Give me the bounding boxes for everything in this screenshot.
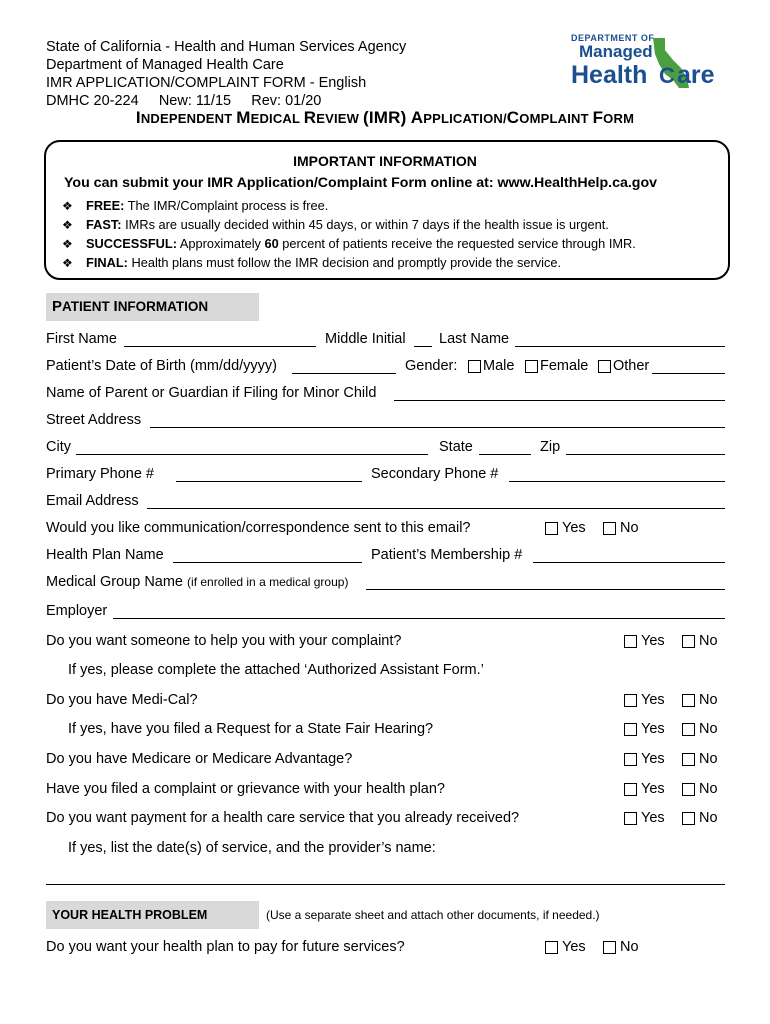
medicare-no-checkbox[interactable] [682,753,695,766]
help-no-label: No [699,633,718,649]
city-field[interactable] [76,454,428,455]
membership-label: Patient’s Membership # [371,547,523,563]
bullet-free: ❖ FREE: The IMR/Complaint process is free. [62,198,329,213]
fair-hearing-yes-label: Yes [641,721,665,737]
logo-care-c: C [659,63,675,88]
email-question: Would you like communication/correspondence sent to this email? [46,520,471,536]
state-label: State [439,439,473,455]
first-name-field[interactable] [124,346,316,347]
street-address-field[interactable] [150,427,725,428]
payment-no-label: No [699,810,718,826]
email-yes-checkbox[interactable] [545,522,558,535]
gender-other-label: Other [613,358,650,374]
logo-department-of: DEPARTMENT OF [571,33,655,43]
medicare-no-label: No [699,751,718,767]
logo-health: Health [571,61,648,89]
dmhc-logo [565,30,730,92]
bullet-final: ❖ FINAL: Health plans must follow the IMR decision and promptly provide the service. [62,255,562,270]
patient-information-header: PATIENT INFORMATION [46,293,259,321]
form-number-line: DMHC 20-224 New: 11/15 Rev: 01/20 [46,93,322,109]
street-address-label: Street Address [46,412,142,428]
logo-managed: Managed [579,42,653,61]
employer-label: Employer [46,603,108,619]
grievance-yes-checkbox[interactable] [624,783,637,796]
grievance-question: Have you filed a complaint or grievance with your health plan? [46,781,445,797]
medicare-question: Do you have Medicare or Medicare Advantage? [46,751,353,767]
health-plan-label: Health Plan Name [46,547,164,563]
health-problem-note: (Use a separate sheet and attach other documents, if needed.) [266,908,600,922]
zip-field[interactable] [566,454,725,455]
diamond-bullet-icon: ❖ [62,199,73,213]
future-services-question: Do you want your health plan to pay for future services? [46,939,405,955]
medical-group-field[interactable] [366,589,725,590]
guardian-field[interactable] [394,400,725,401]
payment-note: If yes, list the date(s) of service, and the provider’s name: [68,840,436,856]
future-yes-checkbox[interactable] [545,941,558,954]
fair-hearing-no-label: No [699,721,718,737]
future-yes-label: Yes [562,939,586,955]
medical-no-label: No [699,692,718,708]
agency-line: State of California - Health and Human Services Agency [46,39,407,55]
help-no-checkbox[interactable] [682,635,695,648]
state-field[interactable] [479,454,531,455]
gender-other-field[interactable] [652,373,725,374]
employer-field[interactable] [113,618,725,619]
middle-initial-label: Middle Initial [325,331,406,347]
first-name-label: First Name [46,331,117,347]
fair-hearing-no-checkbox[interactable] [682,723,695,736]
medical-no-checkbox[interactable] [682,694,695,707]
email-no-label: No [620,520,639,536]
gender-female-checkbox[interactable] [525,360,538,373]
bullet-fast: ❖ FAST: IMRs are usually decided within 45 days, or within 7 days if the health issue is urgent. [62,217,609,232]
service-dates-provider-field[interactable] [46,884,725,885]
payment-question: Do you want payment for a health care service that you already received? [46,810,520,826]
zip-label: Zip [540,439,561,455]
bullet-successful: ❖ SUCCESSFUL: Approximately 60 percent of patients receive the requested service through IMR. [62,236,636,251]
diamond-bullet-icon: ❖ [62,256,73,270]
email-no-checkbox[interactable] [603,522,616,535]
gender-label: Gender: [405,358,458,374]
health-plan-field[interactable] [173,562,362,563]
gender-other-checkbox[interactable] [598,360,611,373]
gender-male-label: Male [483,358,515,374]
health-problem-header: YOUR HEALTH PROBLEM [46,901,259,929]
grievance-no-label: No [699,781,718,797]
future-no-label: No [620,939,639,955]
secondary-phone-label: Secondary Phone # [371,466,499,482]
fair-hearing-question: If yes, have you filed a Request for a State Fair Hearing? [68,721,434,737]
form-title: INDEPENDENT MEDICAL REVIEW (IMR) APPLICATION/COMPLAINT FORM [135,108,635,127]
guardian-label: Name of Parent or Guardian if Filing for Minor Child [46,385,377,401]
department-line: Department of Managed Health Care [46,57,284,73]
grievance-no-checkbox[interactable] [682,783,695,796]
medical-group-note: (if enrolled in a medical group) [187,575,349,589]
help-yes-label: Yes [641,633,665,649]
email-yes-label: Yes [562,520,586,536]
online-submission-text: You can submit your IMR Application/Complaint Form online at: www.HealthHelp.ca.gov [64,175,658,191]
help-question: Do you want someone to help you with your complaint? [46,633,402,649]
grievance-yes-label: Yes [641,781,665,797]
email-field[interactable] [147,508,725,509]
city-label: City [46,439,71,455]
fair-hearing-yes-checkbox[interactable] [624,723,637,736]
future-no-checkbox[interactable] [603,941,616,954]
logo-care: are [677,61,715,89]
payment-no-checkbox[interactable] [682,812,695,825]
payment-yes-checkbox[interactable] [624,812,637,825]
gender-female-label: Female [540,358,589,374]
medicare-yes-checkbox[interactable] [624,753,637,766]
primary-phone-label: Primary Phone # [46,466,154,482]
medical-yes-checkbox[interactable] [624,694,637,707]
gender-male-checkbox[interactable] [468,360,481,373]
help-yes-checkbox[interactable] [624,635,637,648]
dob-field[interactable] [292,373,396,374]
dob-label: Patient’s Date of Birth (mm/dd/yyyy) [46,358,278,374]
payment-yes-label: Yes [641,810,665,826]
diamond-bullet-icon: ❖ [62,218,73,232]
diamond-bullet-icon: ❖ [62,237,73,251]
medical-group-label: Medical Group Name (if enrolled in a medical group) [46,574,349,590]
last-name-label: Last Name [439,331,510,347]
secondary-phone-field[interactable] [509,481,725,482]
medical-question: Do you have Medi-Cal? [46,692,198,708]
primary-phone-field[interactable] [176,481,362,482]
last-name-field[interactable] [515,346,725,347]
help-note: If yes, please complete the attached ‘Authorized Assistant Form.’ [68,662,484,678]
membership-field[interactable] [533,562,725,563]
middle-initial-field[interactable] [414,346,432,347]
form-name-line: IMR APPLICATION/COMPLAINT FORM - English [46,75,367,91]
email-label: Email Address [46,493,139,509]
important-heading: IMPORTANT INFORMATION [293,153,477,169]
medical-yes-label: Yes [641,692,665,708]
medicare-yes-label: Yes [641,751,665,767]
